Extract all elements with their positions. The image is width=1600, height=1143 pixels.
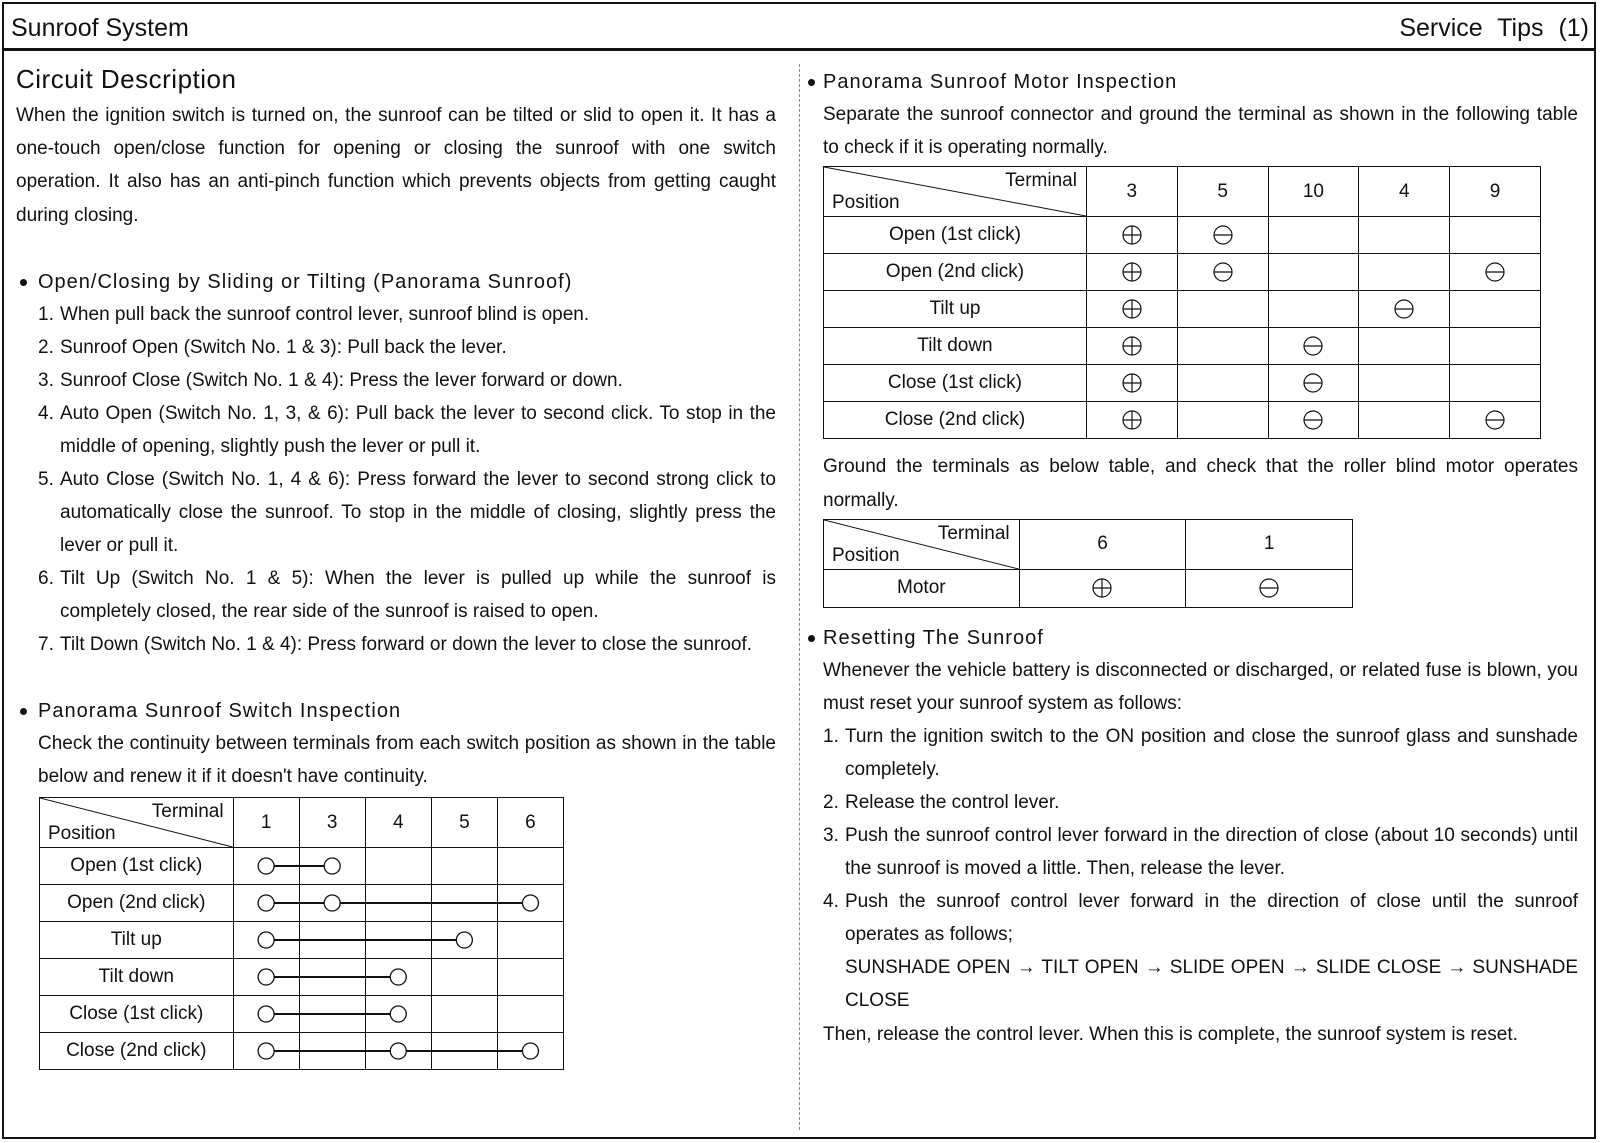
reset-steps-list xyxy=(823,720,1578,951)
terminal-cell xyxy=(1268,291,1359,328)
header-row xyxy=(40,798,564,848)
terminal-cell xyxy=(497,1033,563,1070)
position-cell: Tilt down xyxy=(40,959,234,996)
terminal-cell xyxy=(1450,217,1541,254)
table-row xyxy=(40,996,564,1033)
step-number: 3. xyxy=(823,825,839,847)
switch-inspection-title xyxy=(16,695,776,727)
reset-sequence: SUNSHADE OPEN → TILT OPEN → SLIDE OPEN → SLIDE CLOSE → SUNSHADE CLOSE xyxy=(845,957,1578,1012)
plus-terminal-icon xyxy=(1122,225,1142,245)
roller-blind-table xyxy=(823,519,1353,608)
table-row xyxy=(824,402,1541,439)
position-cell: Motor xyxy=(824,569,1020,607)
terminal-cell xyxy=(1268,254,1359,291)
terminal-header-cell: 1 xyxy=(233,798,299,848)
minus-terminal-icon xyxy=(1303,410,1323,430)
position-cell: Tilt up xyxy=(824,291,1087,328)
position-cell: Open (2nd click) xyxy=(40,885,234,922)
bullet-icon xyxy=(20,708,27,715)
terminal-cell xyxy=(1177,291,1268,328)
header-page-number: (1) xyxy=(1558,14,1589,42)
resetting-title-text: Resetting The Sunroof xyxy=(823,626,1044,649)
terminal-header-cell: 4 xyxy=(1359,167,1450,217)
terminal-cell xyxy=(299,1033,365,1070)
terminal-cell xyxy=(1359,365,1450,402)
step-item xyxy=(16,562,776,628)
terminal-cell xyxy=(233,885,299,922)
step-item xyxy=(16,397,776,463)
column-divider xyxy=(799,64,800,1130)
step-number: 6. xyxy=(38,567,54,589)
step-item xyxy=(823,720,1578,786)
terminal-cell xyxy=(1359,217,1450,254)
terminal-cell xyxy=(299,848,365,885)
terminal-header-cell: 6 xyxy=(1019,519,1186,569)
position-label: Position xyxy=(832,544,900,566)
terminal-cell xyxy=(1086,254,1177,291)
table-row xyxy=(824,254,1541,291)
terminal-header-cell: 3 xyxy=(1086,167,1177,217)
position-cell: Open (1st click) xyxy=(824,217,1087,254)
position-cell: Close (1st click) xyxy=(40,996,234,1033)
step-item xyxy=(16,628,776,661)
bullet-icon xyxy=(808,635,815,642)
position-cell: Open (2nd click) xyxy=(824,254,1087,291)
step-number: 2. xyxy=(823,792,839,814)
terminal-cell xyxy=(1450,402,1541,439)
position-label: Position xyxy=(832,192,900,214)
position-cell: Tilt down xyxy=(824,328,1087,365)
terminal-cell xyxy=(1359,328,1450,365)
terminal-cell xyxy=(1086,217,1177,254)
terminal-cell xyxy=(365,885,431,922)
terminal-header-cell: 9 xyxy=(1450,167,1541,217)
terminal-cell xyxy=(431,959,497,996)
step-number: 4. xyxy=(38,402,54,424)
terminal-label: Terminal xyxy=(151,801,224,823)
minus-terminal-icon xyxy=(1394,299,1414,319)
position-cell: Open (1st click) xyxy=(40,848,234,885)
terminal-header-cell: 5 xyxy=(1177,167,1268,217)
table-row xyxy=(40,922,564,959)
terminal-cell xyxy=(497,848,563,885)
terminal-cell xyxy=(1359,291,1450,328)
step-item xyxy=(823,885,1578,951)
plus-terminal-icon xyxy=(1092,578,1112,598)
table-row xyxy=(824,217,1541,254)
terminal-header-cell: 3 xyxy=(299,798,365,848)
motor-inspection-text: Separate the sunroof connector and ground the terminal as shown in the following table to check if it is operating normally. xyxy=(823,104,1578,159)
terminal-cell xyxy=(1450,328,1541,365)
terminal-cell xyxy=(1177,217,1268,254)
step-text: Sunroof Open (Switch No. 1 & 3): Pull back the lever. xyxy=(60,336,507,358)
step-text: Tilt Down (Switch No. 1 & 4): Press forward or down the lever to close the sunroof. xyxy=(60,633,753,655)
terminal-cell xyxy=(431,922,497,959)
plus-terminal-icon xyxy=(1122,262,1142,282)
table-row xyxy=(824,365,1541,402)
plus-terminal-icon xyxy=(1122,299,1142,319)
terminal-cell xyxy=(233,848,299,885)
terminal-cell xyxy=(497,922,563,959)
step-number: 3. xyxy=(38,369,54,391)
sliding-steps-list xyxy=(16,298,776,661)
terminal-header-cell: 6 xyxy=(497,798,563,848)
terminal-cell xyxy=(365,996,431,1033)
terminal-label: Terminal xyxy=(937,522,1010,544)
step-text: Tilt Up (Switch No. 1 & 5): When the lever is pulled up while the sunroof is completely closed, the rear side of the sunroof is raised to open. xyxy=(60,567,776,622)
terminal-cell xyxy=(233,922,299,959)
motor-inspection-title-text: Panorama Sunroof Motor Inspection xyxy=(823,71,1178,93)
terminal-cell xyxy=(1177,328,1268,365)
terminal-cell xyxy=(365,1033,431,1070)
minus-terminal-icon xyxy=(1303,336,1323,356)
step-number: 7. xyxy=(38,633,54,655)
switch-inspection-title-text: Panorama Sunroof Switch Inspection xyxy=(38,699,402,722)
terminal-cell xyxy=(497,996,563,1033)
minus-terminal-icon xyxy=(1485,410,1505,430)
terminal-cell xyxy=(431,996,497,1033)
minus-terminal-icon xyxy=(1213,225,1233,245)
switch-inspection-text: Check the continuity between terminals from each switch position as shown in the table below and renew it if it doesn't have continuity. xyxy=(38,732,776,788)
position-cell: Close (2nd click) xyxy=(40,1033,234,1070)
plus-terminal-icon xyxy=(1122,336,1142,356)
terminal-header-cell: 1 xyxy=(1186,519,1353,569)
table-row xyxy=(824,328,1541,365)
terminal-cell xyxy=(431,1033,497,1070)
terminal-cell xyxy=(365,848,431,885)
position-label: Position xyxy=(48,823,116,845)
table-row xyxy=(40,885,564,922)
minus-terminal-icon xyxy=(1259,578,1279,598)
step-text: Auto Close (Switch No. 1, 4 & 6): Press forward the lever to second strong click to automatically close the sunroof. To stop in the middle of closing, slightly press the lever or pull it. xyxy=(60,468,776,556)
terminal-label: Terminal xyxy=(1005,170,1077,192)
terminal-cell xyxy=(1177,402,1268,439)
step-text: Release the control lever. xyxy=(845,792,1060,814)
terminal-cell xyxy=(1268,217,1359,254)
header-title: Sunroof System xyxy=(11,14,189,42)
terminal-header-cell: 5 xyxy=(431,798,497,848)
terminal-cell xyxy=(1268,365,1359,402)
step-text: When pull back the sunroof control lever, sunroof blind is open. xyxy=(60,303,590,325)
position-cell: Tilt up xyxy=(40,922,234,959)
header-row xyxy=(824,167,1541,217)
minus-terminal-icon xyxy=(1485,262,1505,282)
motor-inspection-table xyxy=(823,166,1541,439)
terminal-cell xyxy=(431,848,497,885)
bullet-icon xyxy=(20,279,27,286)
circuit-description-text: When the ignition switch is turned on, the sunroof can be tilted or slid to open it. It has a one-touch open/close function for opening or closing the sunroof with one switch operation. It also has an anti-pinch function which prevents objects from getting caught during closing. xyxy=(16,105,776,226)
sliding-section-title xyxy=(16,266,776,298)
page-header xyxy=(2,2,1596,51)
table-row xyxy=(40,1033,564,1070)
step-number: 2. xyxy=(38,336,54,358)
step-item xyxy=(16,331,776,364)
table-row xyxy=(40,848,564,885)
terminal-cell xyxy=(1177,365,1268,402)
minus-terminal-icon xyxy=(1303,373,1323,393)
position-cell: Close (2nd click) xyxy=(824,402,1087,439)
terminal-cell xyxy=(1359,254,1450,291)
terminal-cell xyxy=(1450,254,1541,291)
terminal-cell xyxy=(1086,291,1177,328)
step-text: Turn the ignition switch to the ON position and close the sunroof glass and sunshade completely. xyxy=(845,726,1578,781)
terminal-header-cell: 10 xyxy=(1268,167,1359,217)
terminal-cell xyxy=(1450,291,1541,328)
terminal-cell xyxy=(299,959,365,996)
terminal-cell xyxy=(1268,328,1359,365)
step-item xyxy=(823,819,1578,885)
step-text: Auto Open (Switch No. 1, 3, & 6): Pull back the lever to second click. To stop in the middle of opening, slightly push the lever or pull it. xyxy=(60,402,776,457)
terminal-header-cell: 4 xyxy=(365,798,431,848)
step-number: 5. xyxy=(38,468,54,490)
header-row xyxy=(824,519,1353,569)
terminal-cell xyxy=(497,959,563,996)
roller-blind-text: Ground the terminals as below table, and check that the roller blind motor operates normally. xyxy=(823,456,1578,511)
circuit-description-heading: Circuit Description xyxy=(16,64,237,94)
terminal-cell xyxy=(299,922,365,959)
terminal-cell xyxy=(1019,569,1186,607)
step-text: Sunroof Close (Switch No. 1 & 4): Press the lever forward or down. xyxy=(60,369,623,391)
terminal-cell xyxy=(1359,402,1450,439)
table-row xyxy=(40,959,564,996)
step-item xyxy=(16,463,776,562)
resetting-title xyxy=(823,622,1578,654)
step-item xyxy=(823,786,1578,819)
resetting-text: Whenever the vehicle battery is disconnected or discharged, or related fuse is blown, you must reset your sunroof system as follows: xyxy=(823,659,1578,715)
plus-terminal-icon xyxy=(1122,373,1142,393)
terminal-cell xyxy=(365,922,431,959)
terminal-cell xyxy=(365,959,431,996)
step-item xyxy=(16,364,776,397)
header-corner-cell xyxy=(824,519,1020,569)
terminal-cell xyxy=(1177,254,1268,291)
terminal-cell xyxy=(233,959,299,996)
switch-table-wrap xyxy=(39,797,568,1070)
sliding-title-text: Open/Closing by Sliding or Tilting (Panorama Sunroof) xyxy=(38,270,573,293)
terminal-cell xyxy=(1086,365,1177,402)
right-column xyxy=(823,66,1578,1051)
bullet-icon xyxy=(808,79,815,86)
left-column xyxy=(16,64,776,1070)
header-section xyxy=(1399,14,1589,43)
terminal-cell xyxy=(233,996,299,1033)
plus-terminal-icon xyxy=(1122,410,1142,430)
step-item xyxy=(16,298,776,331)
terminal-cell xyxy=(233,1033,299,1070)
step-number: 1. xyxy=(823,726,839,748)
terminal-cell xyxy=(1268,402,1359,439)
step-text: Push the sunroof control lever forward in the direction of close (about 10 seconds) until the sunroof is moved a little. Then, release the lever. xyxy=(845,825,1578,880)
reset-closing-text: Then, release the control lever. When this is complete, the sunroof system is reset. xyxy=(823,1023,1518,1045)
position-cell: Close (1st click) xyxy=(824,365,1087,402)
terminal-cell xyxy=(1086,328,1177,365)
header-corner-cell xyxy=(40,798,234,848)
terminal-cell xyxy=(431,885,497,922)
step-number: 1. xyxy=(38,303,54,325)
table-row xyxy=(824,569,1353,607)
step-number: 4. xyxy=(823,891,839,913)
header-corner-cell xyxy=(824,167,1087,217)
terminal-cell xyxy=(299,885,365,922)
step-text: Push the sunroof control lever forward in the direction of close until the sunroof operates as follows; xyxy=(845,891,1578,946)
terminal-cell xyxy=(1086,402,1177,439)
motor-inspection-title xyxy=(823,66,1578,98)
switch-continuity-table xyxy=(39,797,564,1070)
minus-terminal-icon xyxy=(1213,262,1233,282)
header-section-name: Service Tips xyxy=(1399,14,1544,42)
terminal-cell xyxy=(1186,569,1353,607)
terminal-cell xyxy=(1450,365,1541,402)
table-row xyxy=(824,291,1541,328)
terminal-cell xyxy=(497,885,563,922)
terminal-cell xyxy=(299,996,365,1033)
